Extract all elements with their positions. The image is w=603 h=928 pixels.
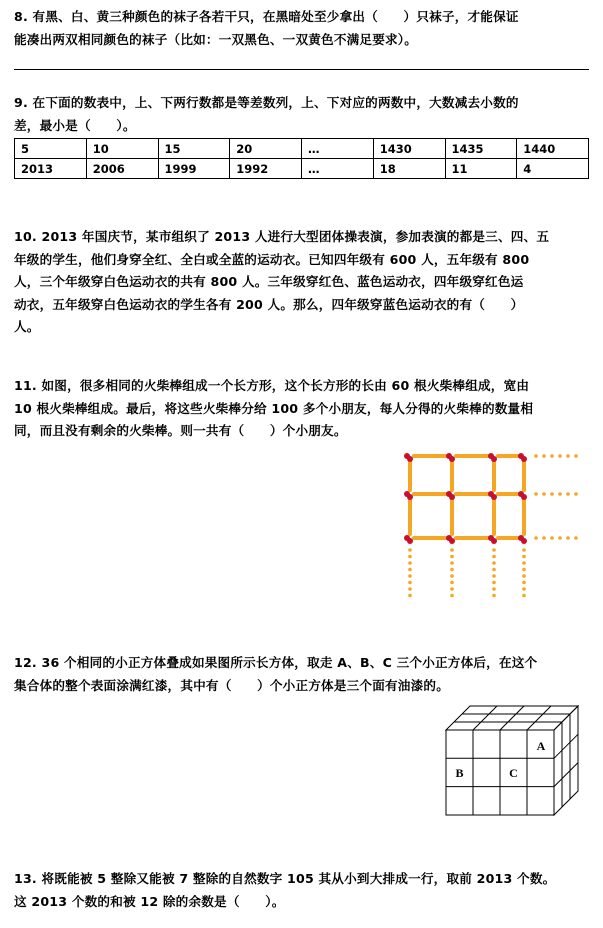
continuation-dot [522, 555, 526, 559]
table-cell: 2013 [15, 159, 87, 179]
continuation-dot [450, 581, 454, 585]
continuation-dot [566, 492, 570, 496]
continuation-dot [450, 561, 454, 565]
continuation-dot [408, 574, 412, 578]
table-cell: 1999 [158, 159, 230, 179]
question-9-line-2: 差，最小是（ ）。 [14, 117, 136, 133]
continuation-dot [492, 594, 496, 598]
continuation-dot [522, 574, 526, 578]
table-row-bottom [15, 159, 589, 179]
continuation-dot [450, 574, 454, 578]
continuation-dot [408, 568, 412, 572]
matchstick-head [521, 538, 527, 544]
continuation-dot [542, 492, 546, 496]
continuation-dot [408, 594, 412, 598]
question-11-line-1: 11. 如图，很多相同的火柴棒组成一个长方形，这个长方形的长由 60 根火柴棒组成，宽由 [14, 378, 530, 393]
question-13 [14, 868, 589, 913]
continuation-dot [542, 536, 546, 540]
continuation-dot [550, 536, 554, 540]
question-9 [14, 92, 589, 137]
continuation-dot [492, 548, 496, 552]
continuation-dot [522, 581, 526, 585]
continuation-dot [492, 555, 496, 559]
matchstick-head [521, 494, 527, 500]
question-8 [14, 6, 589, 51]
table-cell: 5 [15, 139, 87, 159]
continuation-dot [522, 594, 526, 598]
question-11-line-3: 同，而且没有剩余的火柴棒。则一共有（ ）个小朋友。 [14, 423, 347, 438]
matchstick-head [407, 494, 413, 500]
matchstick-head [407, 538, 413, 544]
question-10-line-3: 人，三个年级穿白色运动衣的共有 800 人。三年级穿红色、蓝色运动衣，四年级穿红色运 [14, 274, 524, 289]
question-8-line-2: 能凑出两双相同颜色的袜子（比如：一双黑色、一双黄色不满足要求）。 [14, 31, 418, 47]
continuation-dot [492, 568, 496, 572]
sequence-table [14, 138, 589, 179]
continuation-dot [534, 536, 538, 540]
question-13-line-1: 13. 将既能被 5 整除又能被 7 整除的自然数字 105 其从小到大排成一行，取前 2013 个数。 [14, 871, 556, 886]
continuation-dot [542, 454, 546, 458]
table-cell: … [302, 159, 374, 179]
table-cell: 1430 [373, 139, 445, 159]
matchstick-head [449, 538, 455, 544]
continuation-dot [558, 454, 562, 458]
continuation-dot [450, 587, 454, 591]
matchstick-head [491, 456, 497, 462]
continuation-dot [522, 548, 526, 552]
continuation-dot [450, 594, 454, 598]
table-cell: 11 [445, 159, 517, 179]
continuation-dot [534, 454, 538, 458]
table-cell: 1992 [230, 159, 302, 179]
table-cell: … [302, 139, 374, 159]
question-9-line-1: 9. 在下面的数表中，上、下两行数都是等差数列，上、下对应的两数中，大数减去小数的 [14, 95, 519, 110]
cube-label-b: B [455, 766, 464, 780]
question-13-line-2: 这 2013 个数的和被 12 除的余数是（ ）。 [14, 893, 285, 909]
matchstick-grid-figure [398, 446, 588, 600]
question-10-line-5: 人。 [14, 319, 40, 334]
matchstick-head [449, 456, 455, 462]
continuation-dot [574, 536, 578, 540]
matchstick-head [521, 456, 527, 462]
matchstick-head [407, 456, 413, 462]
continuation-dot [450, 568, 454, 572]
table-cell: 2006 [86, 159, 158, 179]
question-10 [14, 226, 589, 339]
separator-line [14, 69, 589, 70]
table-cell: 4 [517, 159, 589, 179]
continuation-dot [558, 536, 562, 540]
question-12-line-1: 12. 36 个相同的小正方体叠成如果图所示长方体，取走 A、B、C 三个小正方体后，在这个 [14, 655, 538, 670]
continuation-dot [408, 587, 412, 591]
continuation-dot [574, 454, 578, 458]
continuation-dot [408, 555, 412, 559]
continuation-dot [408, 581, 412, 585]
cube-label-c: C [509, 766, 518, 780]
continuation-dot [522, 587, 526, 591]
continuation-dot [492, 587, 496, 591]
cuboid-figure [440, 700, 586, 820]
table-cell: 20 [230, 139, 302, 159]
continuation-dot [574, 492, 578, 496]
matchstick-head [449, 494, 455, 500]
table-cell: 18 [373, 159, 445, 179]
continuation-dot [558, 492, 562, 496]
continuation-dot [492, 561, 496, 565]
continuation-dot [522, 561, 526, 565]
question-10-line-1: 10. 2013 年国庆节，某市组织了 2013 人进行大型团体操表演，参加表演的都是三、四、五 [14, 229, 550, 244]
table-row-top [15, 139, 589, 159]
question-10-line-4: 动衣，五年级穿白色运动衣的学生各有 200 人。那么，四年级穿蓝色运动衣的有（ ） [14, 296, 524, 312]
matchstick-head [491, 538, 497, 544]
continuation-dot [492, 574, 496, 578]
table-cell: 10 [86, 139, 158, 159]
continuation-dot [408, 548, 412, 552]
cube-label-a: A [536, 739, 546, 753]
matchstick-head [491, 494, 497, 500]
continuation-dot [534, 492, 538, 496]
continuation-dot [522, 568, 526, 572]
question-11 [14, 375, 589, 443]
question-11-line-2: 10 根火柴棒组成。最后，将这些火柴棒分给 100 多个小朋友，每人分得的火柴棒的数量相 [14, 400, 534, 416]
table-cell: 1435 [445, 139, 517, 159]
question-8-line-1: 8. 有黑、白、黄三种颜色的袜子各若干只，在黑暗处至少拿出（ ）只袜子，才能保证 [14, 9, 519, 24]
continuation-dot [492, 581, 496, 585]
table-cell: 1440 [517, 139, 589, 159]
table-cell: 15 [158, 139, 230, 159]
question-12-line-2: 集合体的整个表面涂满红漆，其中有（ ）个小正方体是三个面有油漆的。 [14, 677, 449, 693]
question-10-line-2: 年级的学生，他们身穿全红、全白或全蓝的运动衣。已知四年级有 600 人，五年级有 800 [14, 251, 530, 267]
continuation-dot [550, 492, 554, 496]
continuation-dot [550, 454, 554, 458]
continuation-dot [408, 561, 412, 565]
continuation-dot [566, 454, 570, 458]
continuation-dot [450, 555, 454, 559]
continuation-dot [450, 548, 454, 552]
question-12 [14, 652, 589, 697]
continuation-dot [566, 536, 570, 540]
